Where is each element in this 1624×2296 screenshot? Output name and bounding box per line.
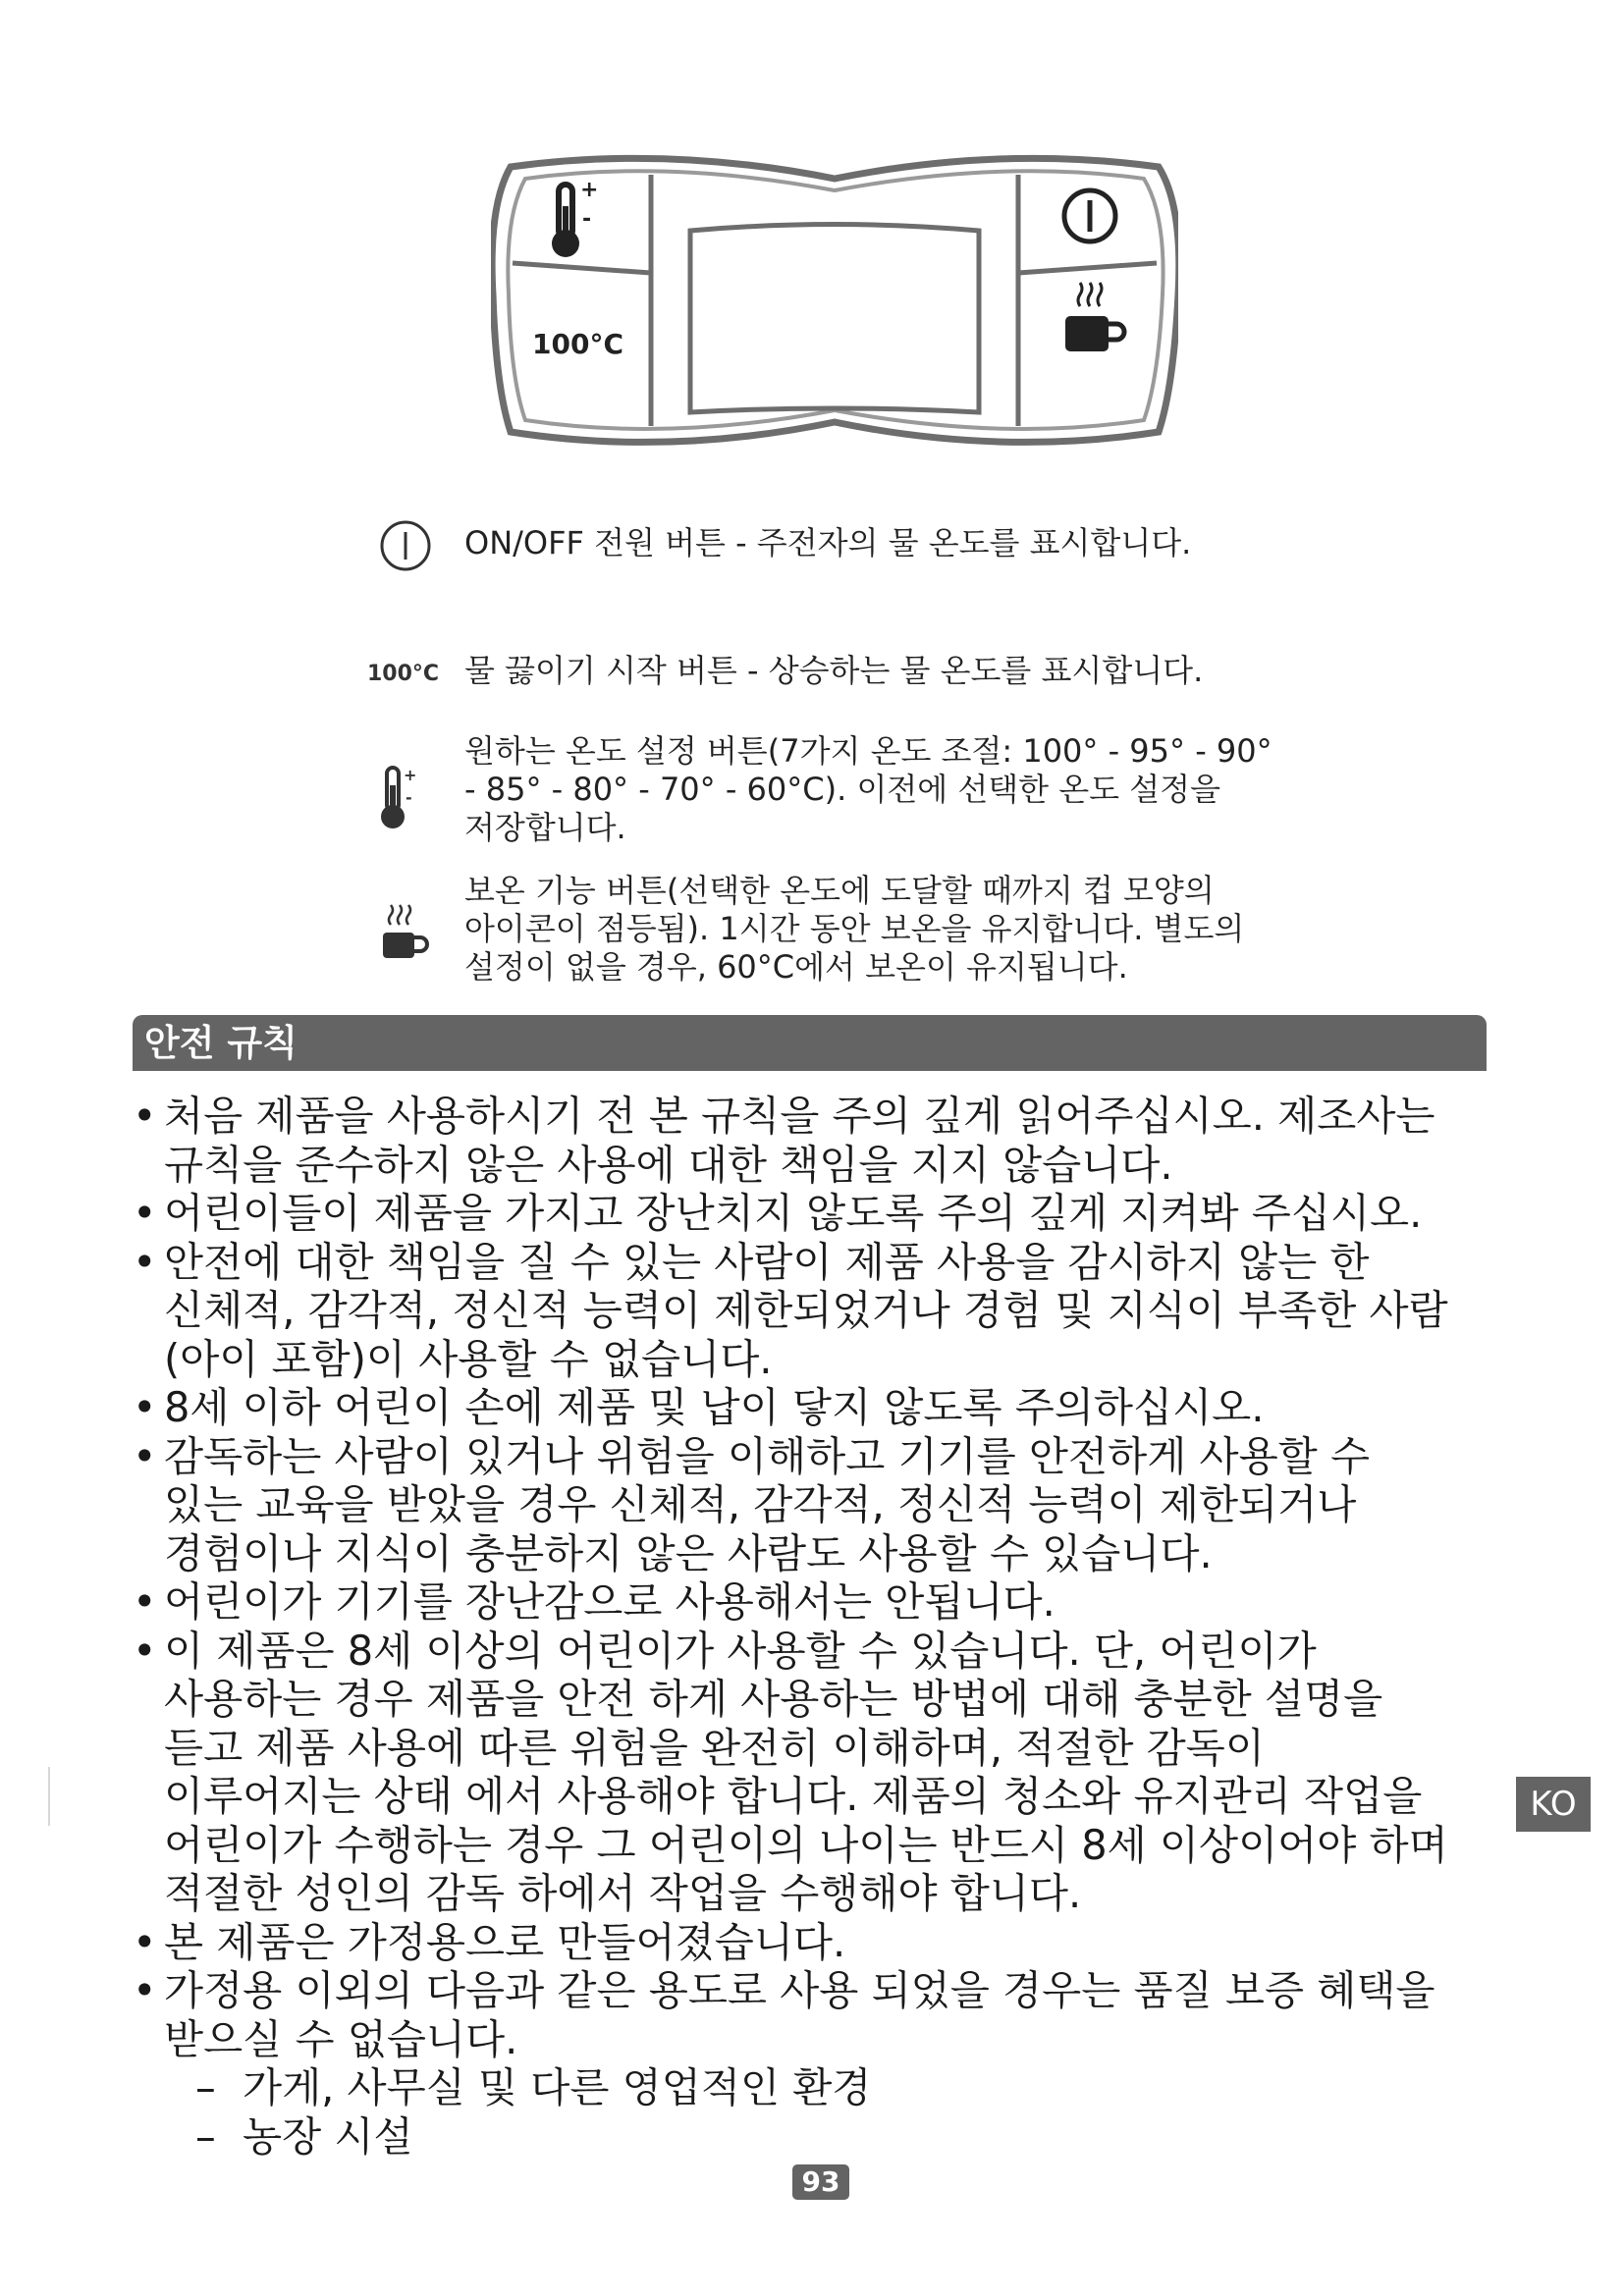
thermometer-icon [377,764,424,832]
rule-item [133,1238,1497,1384]
rule-line: 듣고 제품 사용에 따른 위험을 완전히 이해하며, 적절한 감독이 [164,1723,1265,1772]
rule-line: 이루어지는 상태 에서 사용해야 합니다. 제품의 청소와 유지관리 작업을 [164,1772,1423,1820]
subrule-item [133,2063,1497,2112]
subrule-item [133,2112,1497,2162]
legend-line: ON/OFF 전원 버튼 - 주전자의 물 온도를 표시합니다. [464,524,1192,561]
control-panel-illustration [491,147,1178,452]
legend-line: 저장합니다. [464,809,626,846]
rule-line: 감독하는 사람이 있거나 위험을 이해하고 기기를 안전하게 사용할 수 [164,1431,1371,1480]
rule-line: 경험이나 지식이 충분하지 않은 사람도 사용할 수 있습니다. [164,1528,1213,1577]
legend-line: 보온 기능 버튼(선택한 온도에 도달할 때까지 컵 모양의 [464,872,1215,909]
legend-power-text [464,524,1191,562]
safety-rules-list [133,1092,1497,2161]
language-tab: KO [1516,1777,1591,1832]
bullet: • [133,1237,157,1286]
bullet: • [133,1917,157,1966]
rule-line: 받으실 수 없습니다. [164,2014,518,2063]
panel-100c-label: 100°C [532,328,623,360]
bullet: • [133,1431,157,1480]
rule-item [133,1966,1497,2063]
dash: – [195,2063,216,2111]
rule-item [133,1383,1497,1432]
rule-line: 어린이들이 제품을 가지고 장난치지 않도록 주의 깊게 지켜봐 주십시오. [164,1189,1423,1237]
legend-line: 물 끓이기 시작 버튼 - 상승하는 물 온도를 표시합니다. [464,652,1204,689]
bullet: • [133,1189,157,1237]
rule-item [133,1432,1497,1578]
rule-line: 안전에 대한 책임을 질 수 있는 사람이 제품 사용을 감시하지 않는 한 [164,1237,1370,1286]
legend-temp-text [464,732,1272,847]
bullet: • [133,1383,157,1431]
page-number: 93 [792,2164,849,2200]
rule-line: 처음 제품을 사용하시기 전 본 규칙을 주의 깊게 읽어주십시오. 제조사는 [164,1092,1435,1140]
rule-line: 적절한 성인의 감독 하에서 작업을 수행해야 합니다. [164,1869,1082,1917]
rule-line: 이 제품은 8세 이상의 어린이가 사용할 수 있습니다. 단, 어린이가 [164,1626,1317,1675]
legend-line: - 85° - 80° - 70° - 60°C). 이전에 선택한 온도 설정을 [464,771,1220,808]
dash: – [195,2111,216,2161]
legend-line: 원하는 온도 설정 버튼(7가지 온도 조절: 100° - 95° - 90° [464,732,1272,770]
bullet: • [133,1577,157,1626]
100c-icon: 100°C [367,662,440,686]
bullet: • [133,1626,157,1675]
rule-line: 어린이가 수행하는 경우 그 어린이의 나이는 반드시 8세 이상이어야 하며 [164,1820,1448,1869]
rule-item [133,1918,1497,1967]
rule-line: 사용하는 경우 제품을 안전 하게 사용하는 방법에 대해 충분한 설명을 [164,1675,1383,1723]
section-title: 안전 규칙 [144,1022,298,1064]
cup-icon [379,903,430,962]
rule-line: (아이 포함)이 사용할 수 없습니다. [164,1334,773,1383]
subrule-text: 농장 시설 [243,2111,413,2161]
rule-line: 규칙을 준수하지 않은 사용에 대한 책임을 지지 않습니다. [164,1140,1173,1189]
rule-line: 8세 이하 어린이 손에 제품 및 납이 닿지 않도록 주의하십시오. [164,1383,1265,1431]
rule-item [133,1189,1497,1238]
rule-line: 있는 교육을 받았을 경우 신체적, 감각적, 정신적 능력이 제한되거나 [164,1480,1357,1528]
legend-keepwarm-text [464,872,1244,987]
rule-line: 어린이가 기기를 장난감으로 사용해서는 안됩니다. [164,1577,1056,1626]
bullet: • [133,1092,157,1140]
rule-line: 신체적, 감각적, 정신적 능력이 제한되었거나 경험 및 지식이 부족한 사람 [164,1286,1448,1334]
rule-item [133,1577,1497,1627]
svg-text:-: - [406,788,412,807]
svg-text:+: + [404,766,417,784]
rule-line: 가정용 이외의 다음과 같은 용도로 사용 되었을 경우는 품질 보증 혜택을 [164,1966,1435,2014]
legend-line: 아이콘이 점등됨). 1시간 동안 보온을 유지합니다. 별도의 [464,910,1245,947]
bullet: • [133,1966,157,2014]
margin-mark [48,1767,50,1826]
rule-item [133,1627,1497,1918]
legend-line: 설정이 없을 경우, 60°C에서 보온이 유지됩니다. [464,948,1128,986]
section-header [133,1015,1487,1071]
power-icon [378,518,433,573]
rule-item [133,1092,1497,1189]
rule-line: 본 제품은 가정용으로 만들어졌습니다. [164,1917,846,1966]
svg-text:+: + [580,178,599,202]
svg-text:-: - [582,207,592,232]
subrule-text: 가게, 사무실 및 다른 영업적인 환경 [243,2063,872,2111]
legend-boil-text [464,652,1203,690]
